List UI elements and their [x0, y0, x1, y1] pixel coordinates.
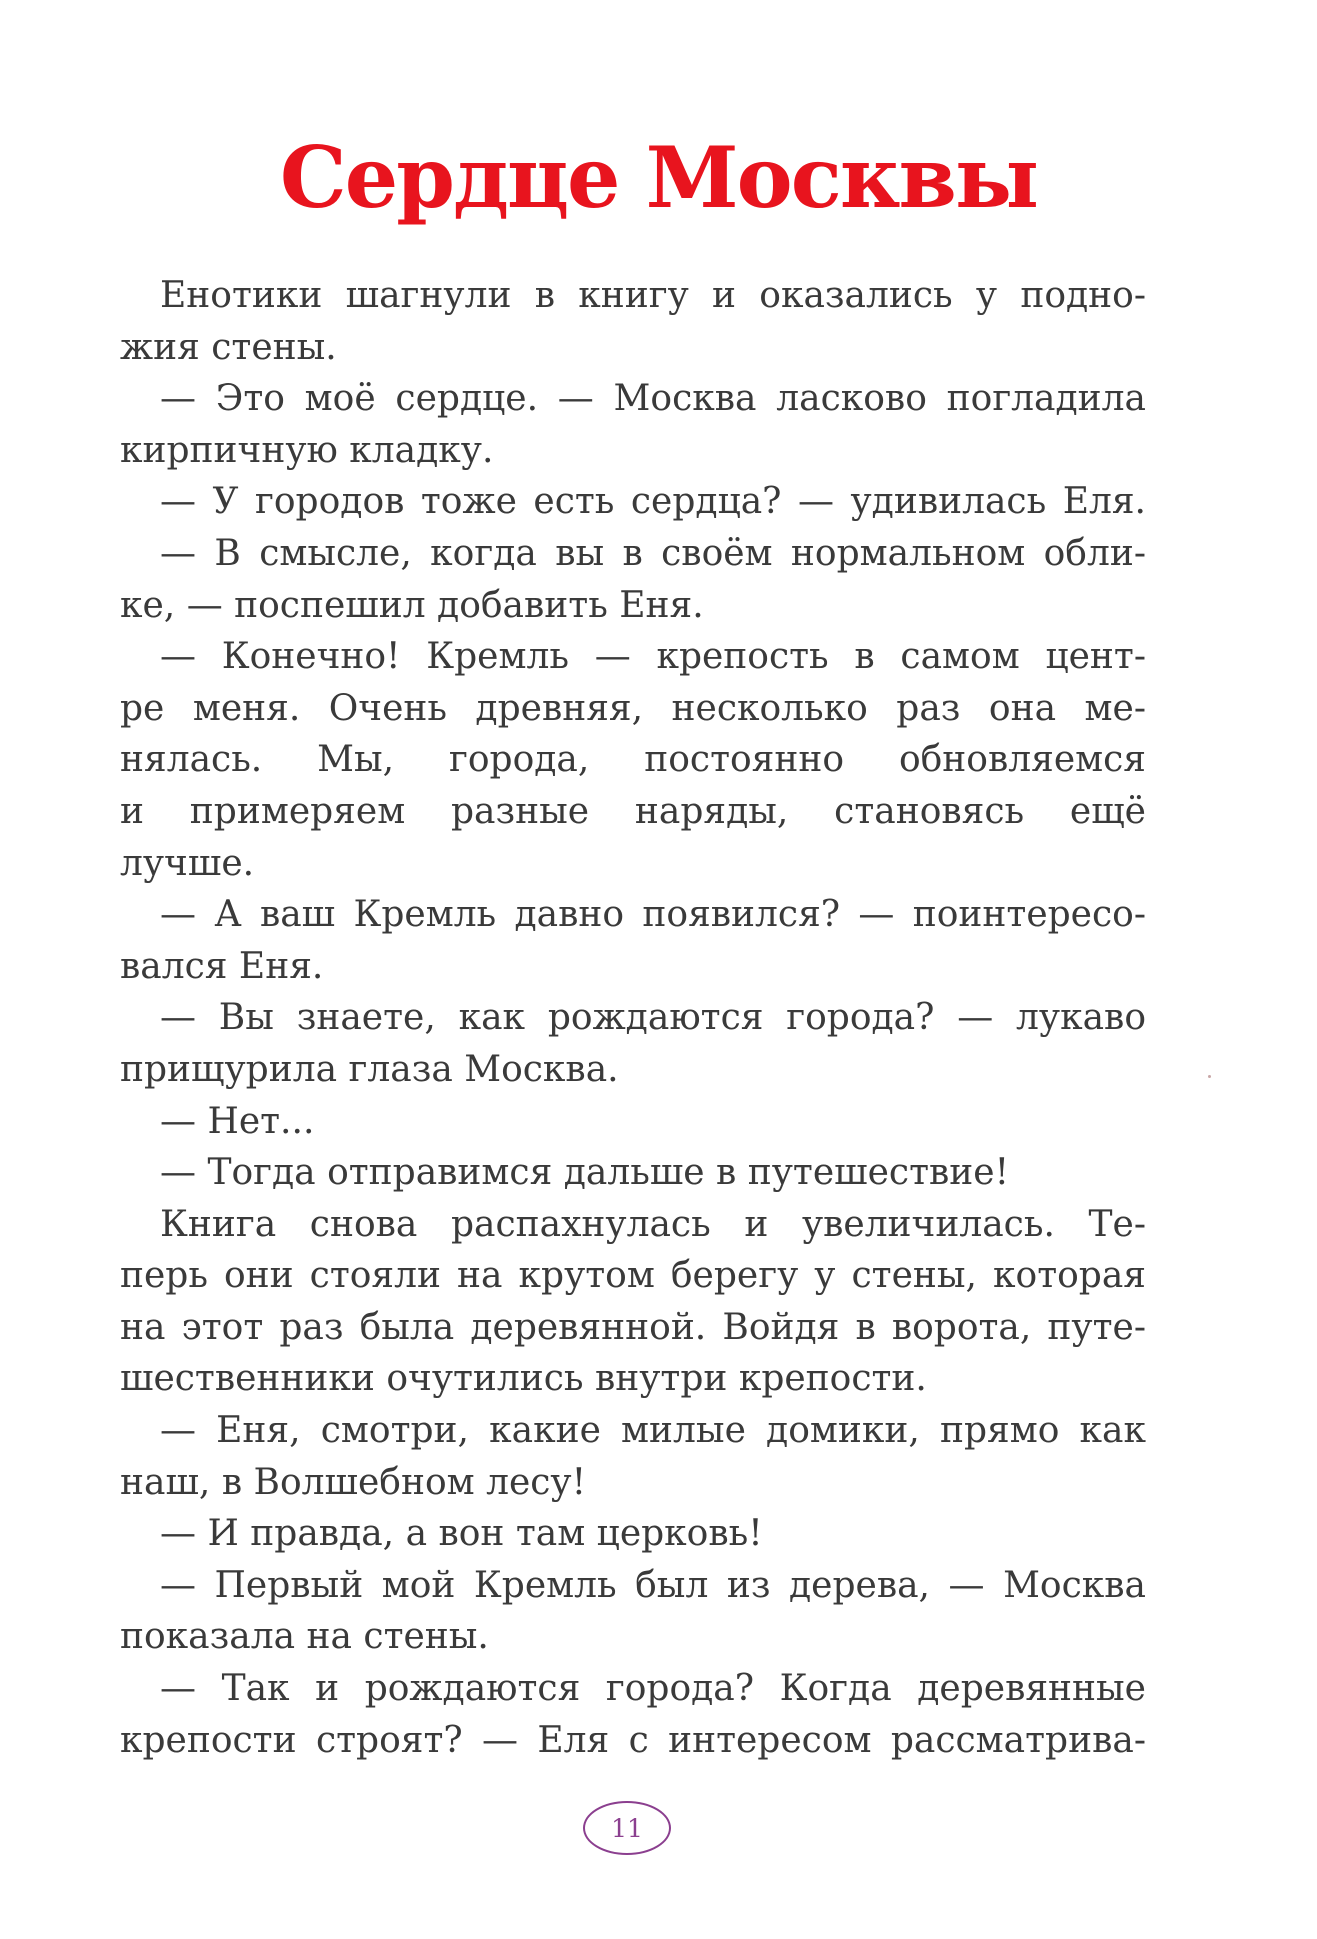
- text-line: — И правда, а вон там церковь!: [160, 1513, 763, 1555]
- chapter-title: Сердце Москвы: [279, 128, 1038, 227]
- text-line: — Еня, смотри, какие милые домики, прямо как: [160, 1410, 1146, 1452]
- text-line: Книга снова распахнулась и увеличилась. Те-: [160, 1203, 1146, 1245]
- text-line: жия стены.: [120, 326, 337, 368]
- text-line: и примеряем разные наряды, становясь ещё: [120, 790, 1146, 832]
- text-line: ре меня. Очень древняя, несколько раз она ме-: [120, 687, 1146, 729]
- text-line: — А ваш Кремль давно появился? — поинтересо-: [160, 894, 1146, 936]
- text-line: крепости строят? — Еля с интересом рассматрива-: [120, 1719, 1146, 1761]
- page-number: 11: [611, 1813, 643, 1843]
- text-line: — Вы знаете, как рождаются города? — лукаво: [160, 997, 1146, 1039]
- text-line: показала на стены.: [120, 1616, 489, 1658]
- page-number-badge: [583, 1801, 671, 1855]
- text-line: вался Еня.: [120, 945, 324, 987]
- text-line: перь они стояли на крутом берегу у стены, которая: [120, 1255, 1146, 1297]
- chapter-body: [120, 270, 1146, 1766]
- text-line: лучше.: [120, 842, 255, 884]
- text-line: Енотики шагнули в книгу и оказались у подно-: [160, 275, 1146, 316]
- text-line: — Конечно! Кремль — крепость в самом цент-: [160, 636, 1146, 678]
- text-line: нялась. Мы, города, постоянно обновляемся: [120, 739, 1146, 781]
- text-line: — Первый мой Кремль был из дерева, — Москва: [160, 1564, 1146, 1606]
- text-line: — Так и рождаются города? Когда деревянные: [160, 1668, 1146, 1710]
- text-line: — Это моё сердце. — Москва ласково погладила: [160, 378, 1146, 420]
- text-line: — В смысле, когда вы в своём нормальном обли-: [160, 532, 1146, 574]
- text-line: прищурила глаза Москва.: [120, 1048, 619, 1090]
- text-line: шественники очутились внутри крепости.: [120, 1358, 927, 1400]
- text-line: наш, в Волшебном лесу!: [120, 1461, 587, 1503]
- text-line: — У городов тоже есть сердца? — удивилась Еля.: [160, 481, 1146, 523]
- text-line: на этот раз была деревянной. Войдя в ворота, путе-: [120, 1306, 1146, 1348]
- text-line: ке, — поспешил добавить Еня.: [120, 584, 704, 626]
- paper-speck: [1208, 1075, 1211, 1078]
- text-line: кирпичную кладку.: [120, 429, 494, 471]
- text-line: — Тогда отправимся дальше в путешествие!: [160, 1152, 1010, 1194]
- text-line: — Нет...: [160, 1100, 315, 1142]
